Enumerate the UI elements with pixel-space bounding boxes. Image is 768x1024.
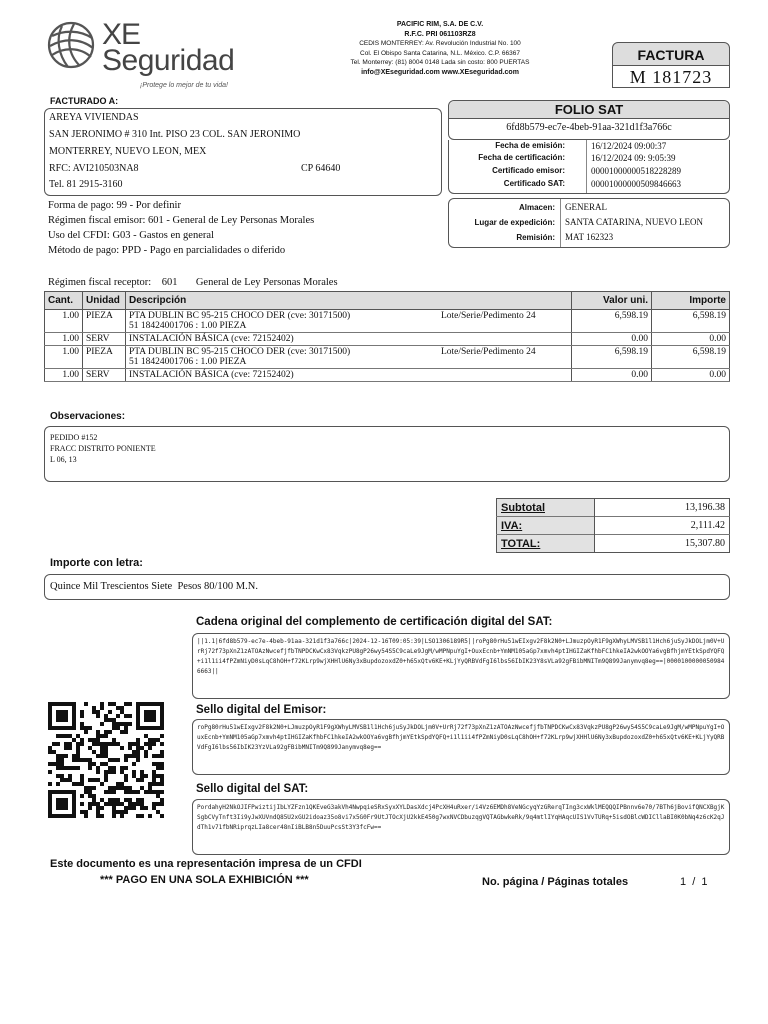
- company-phone: Tel. Monterrey: (81) 8004 0148 Lada sin costo: 800 PUERTAS: [350, 59, 530, 66]
- cell-importe: 6,598.19: [652, 310, 730, 333]
- table-row: [45, 333, 730, 346]
- globe-logo-icon: [46, 20, 96, 70]
- cell-unidad: PIEZA: [82, 346, 125, 369]
- divider: [586, 140, 587, 193]
- table-header-row: [45, 292, 730, 310]
- client-tel: Tel. 81 2915-3160: [49, 179, 123, 190]
- client-name: AREYA VIVIENDAS: [49, 112, 139, 123]
- uso-cfdi: Uso del CFDI: G03 - Gastos en general: [48, 230, 214, 241]
- cell-unidad: PIEZA: [82, 310, 125, 333]
- dates-box: [448, 140, 730, 194]
- cell-valor: 6,598.19: [572, 346, 652, 369]
- sello-emisor-text: roPg80rHu51wEIxgv2F8k2N0+LJmuzpOyR1F9gXWhyLMVSB1l1Hch6juSyJkDOLjm0V+UrRj72f73pXnZ1zATOAzNwcefjfbTNPDCKwCx83VqkzPU8gP26wy54S5C9caLe9JgM/wMPNpuYgI+OuxEcnb+YmNM105aGp7xmvh4ptIHGIZaKfhbFC1hkeIA2wkOOYa6vgBfhjmYEtkSpdYQFQ+i1l1ii4fPZmNiyD0sLqC8hOH+f72KLrp9wjXHHlU6Ny3xBupdozoxdZ0+h65xQtv6KE+KLjYyQRBVdFgI6lbs56IbIK23YzVLa92gFBibMNITm9Q899Janymvq8eg==: [192, 719, 730, 775]
- subtotal-value: 13,196.38: [685, 502, 725, 513]
- iva-value: 2,111.42: [595, 517, 730, 535]
- cell-blank: [525, 369, 572, 382]
- col-blank: [525, 292, 572, 310]
- regimen-emisor: Régimen fiscal emisor: 601 - General de Ley Personas Morales: [48, 215, 315, 226]
- cell-valor: 0.00: [572, 333, 652, 346]
- iva-row: [497, 517, 730, 535]
- client-address1: SAN JERONIMO # 310 Int. PISO 23 COL. SAN JERONIMO: [49, 129, 301, 140]
- regimen-receptor: Régimen fiscal receptor: 601 General de Ley Personas Morales: [48, 277, 338, 288]
- lote-label: Lote/Serie/Pedimento 24: [440, 347, 536, 357]
- remision-value: MAT 162323: [565, 232, 614, 242]
- cell-desc: [125, 333, 524, 346]
- table-row: [45, 310, 730, 333]
- total-label: TOTAL:: [497, 535, 595, 553]
- metodo-pago: Método de pago: PPD - Pago en parcialidades o diferido: [48, 245, 286, 256]
- cell-blank: [525, 333, 572, 346]
- sello-sat-title: Sello digital del SAT:: [196, 783, 309, 795]
- desc-line1: PTA DUBLIN BC 95-215 CHOCO DER (cve: 30171500): [128, 311, 351, 321]
- cadena-title: Cadena original del complemento de certificación digital del SAT:: [196, 616, 553, 628]
- desc-line1: PTA DUBLIN BC 95-215 CHOCO DER (cve: 30171500): [128, 347, 351, 357]
- subtotal-label: Subtotal: [497, 499, 595, 517]
- desc-line1: INSTALACIÓN BÁSICA (cve: 72152402): [128, 370, 294, 380]
- brand-line1: XE: [102, 18, 141, 51]
- company-name: PACIFIC RIM, S.A. DE C.V.: [396, 21, 484, 28]
- folio-uuid: 6fd8b579-ec7e-4beb-91aa-321d1f3a766c: [506, 122, 672, 133]
- qr-code-icon: [48, 702, 164, 818]
- cert-sat-label: Certificado SAT:: [503, 179, 565, 188]
- brand-tagline: ¡Protege lo mejor de tu vida!: [140, 82, 228, 89]
- cell-importe: 6,598.19: [652, 346, 730, 369]
- folio-title: FOLIO SAT: [449, 101, 729, 119]
- cell-unidad: SERV: [82, 333, 125, 346]
- cell-desc: [125, 346, 536, 369]
- almacen-value: GENERAL: [565, 202, 607, 212]
- observaciones-label: Observaciones:: [50, 411, 126, 422]
- importe-letra-text: Quince Mil Trescientos Siete Pesos 80/100 M.N.: [50, 581, 258, 592]
- col-unidad: Unidad: [82, 292, 125, 310]
- cell-importe: 0.00: [652, 369, 730, 382]
- doc-type: FACTURA: [612, 42, 730, 66]
- sello-sat-text: PordahyH2NkOJIFPwiztijIbLYZFzn1QKEveG3akVh4NwpqieSRxSyxXYLDasXdcj4PcXH4uRxer/i4Vz6EMDh8VeNGcyqYzGRerqTIng3cxWklMEQQQIPBnnv6e70/7BTh6jBovifQNCXBgjKSgbCVyTnft3Ii9yJwXUVndQ85U2xGU2idoaz35o8vi7x5G0Fr9UtJTOcXjU2kkE450g7wxNVCDbuzqgVQTAGbwkeRk/9q4mtlIYqHAqcUIS1VvTURq+5isdOBlcWDICllaBI0K0bNq4z6cK2qJdTh1v71fbNRiprqzLIa8cer48nIiBLB8n5DuuPcsSt3Y3fcFw==: [192, 799, 730, 855]
- cert-sat-value: 00001000000509846663: [591, 179, 681, 189]
- payment-info: [48, 198, 314, 258]
- lugar-value: SANTA CATARINA, NUEVO LEON: [565, 217, 704, 227]
- brand-line2: Seguridad: [102, 44, 235, 77]
- page-label: No. página / Páginas totales: [482, 876, 629, 888]
- page-number: 1 / 1: [680, 876, 708, 888]
- table-row: [45, 346, 730, 369]
- sello-emisor-title: Sello digital del Emisor:: [196, 704, 327, 716]
- importe-letra-label: Importe con letra:: [50, 557, 143, 569]
- cell-cant: 1.00: [45, 333, 83, 346]
- date-cert-label: Fecha de certificación:: [478, 153, 565, 162]
- lote-label: Lote/Serie/Pedimento 24: [440, 311, 536, 321]
- subtotal-row: [497, 499, 730, 517]
- company-address1: CEDIS MONTERREY: Av. Revolución Industrial No. 100: [359, 40, 521, 47]
- importe-letra-box: [44, 574, 730, 600]
- footer-pago-note: *** PAGO EN UNA SOLA EXHIBICIÓN ***: [100, 874, 309, 886]
- date-emision-label: Fecha de emisión:: [495, 141, 565, 150]
- cert-emisor-label: Certificado emisor:: [492, 166, 565, 175]
- cell-desc: [125, 310, 536, 333]
- desc-line1: INSTALACIÓN BÁSICA (cve: 72152402): [128, 334, 294, 344]
- cell-cant: 1.00: [45, 346, 83, 369]
- cert-emisor-value: 00001000000518228289: [591, 166, 681, 176]
- client-address2: MONTERREY, NUEVO LEON, MEX: [49, 146, 207, 157]
- company-address2: Col. El Obispo Santa Catarina, N.L. México. C.P. 66367: [360, 49, 520, 57]
- almacen-label: Almacen:: [518, 203, 555, 212]
- cell-cant: 1.00: [45, 310, 83, 333]
- almacen-box: [448, 198, 730, 248]
- company-logo: [44, 16, 274, 96]
- table-row: [45, 369, 730, 382]
- client-box: [44, 108, 442, 196]
- lugar-label: Lugar de expedición:: [474, 218, 555, 227]
- date-cert-value: 16/12/2024 09: 9:05:39: [591, 153, 676, 163]
- divider: [560, 199, 561, 247]
- cell-valor: 0.00: [572, 369, 652, 382]
- col-cant: Cant.: [45, 292, 83, 310]
- client-label: FACTURADO A:: [50, 96, 119, 106]
- desc-line2: 51 18424001706 : 1.00 PIEZA: [128, 357, 247, 367]
- folio-box: [448, 100, 730, 140]
- observaciones-box: [44, 426, 730, 482]
- cell-cant: 1.00: [45, 369, 83, 382]
- footer-cfdi-note: Este documento es una representación impresa de un CFDI: [50, 858, 362, 870]
- company-rfc: R.F.C. PRI 061103RZ8: [404, 30, 476, 38]
- iva-label: IVA:: [497, 517, 595, 535]
- total-row: [497, 535, 730, 553]
- client-rfc: RFC: AVI210503NA8: [49, 163, 139, 174]
- col-importe: Importe: [652, 292, 730, 310]
- obs-line: L 06, 13: [50, 455, 77, 464]
- totals-table: [496, 498, 730, 553]
- total-value: 15,307.80: [595, 535, 730, 553]
- items-table: [44, 291, 730, 382]
- cell-unidad: SERV: [82, 369, 125, 382]
- desc-line2: 51 18424001706 : 1.00 PIEZA: [128, 321, 247, 331]
- date-emision-value: 16/12/2024 09:00:37: [591, 141, 667, 151]
- cell-desc: [125, 369, 524, 382]
- obs-line: PEDIDO #152: [50, 433, 98, 442]
- col-descripcion: Descripción: [125, 292, 524, 310]
- company-info: [300, 20, 580, 77]
- col-valor: Valor uni.: [572, 292, 652, 310]
- cadena-text: ||1.1|6fd8b579-ec7e-4beb-91aa-321d1f3a766c|2024-12-16T09:05:39|LSO1306189R5||roPg80rHu51wEIxgv2F8k2N0+LJmuzpOyR1F9gXWhyLMVSB1l1Hch6juSyJkDOLjm0V+UrRj72f73pXnZ1zATOAzNwcefjfbTNPDCKwCx83VqkzPU8gP26wy54S5C9caLe9JgM/wMPNpuYgI+OuxEcnb+YmNM105aGp7xmvh4ptIHGIZaKfhbFC1hkeIA2wkOOYa6vgBfhjmYEtkSpdYQFQ+i1l1ii4fPZmNiyD0sLqC8hOH+f72KLrp9wjXHHlU6Ny3xBupdozoxdZ0+h65xQtv6KE+KLjYyQRBVdFgI6lbs56IbIK23Y8sVLa92gFBibMNITm9Q899Janymvq8eg==|00001000000509846663||: [192, 633, 730, 699]
- remision-label: Remisión:: [516, 233, 555, 242]
- obs-line: FRACC DISTRITO PONIENTE: [50, 444, 156, 453]
- forma-pago: Forma de pago: 99 - Por definir: [48, 200, 181, 211]
- cell-valor: 6,598.19: [572, 310, 652, 333]
- cell-importe: 0.00: [652, 333, 730, 346]
- client-cp: CP 64640: [301, 163, 341, 174]
- company-web: info@XEseguridad.com www.XEseguridad.com: [361, 68, 519, 76]
- doc-number: M 181723: [612, 66, 730, 88]
